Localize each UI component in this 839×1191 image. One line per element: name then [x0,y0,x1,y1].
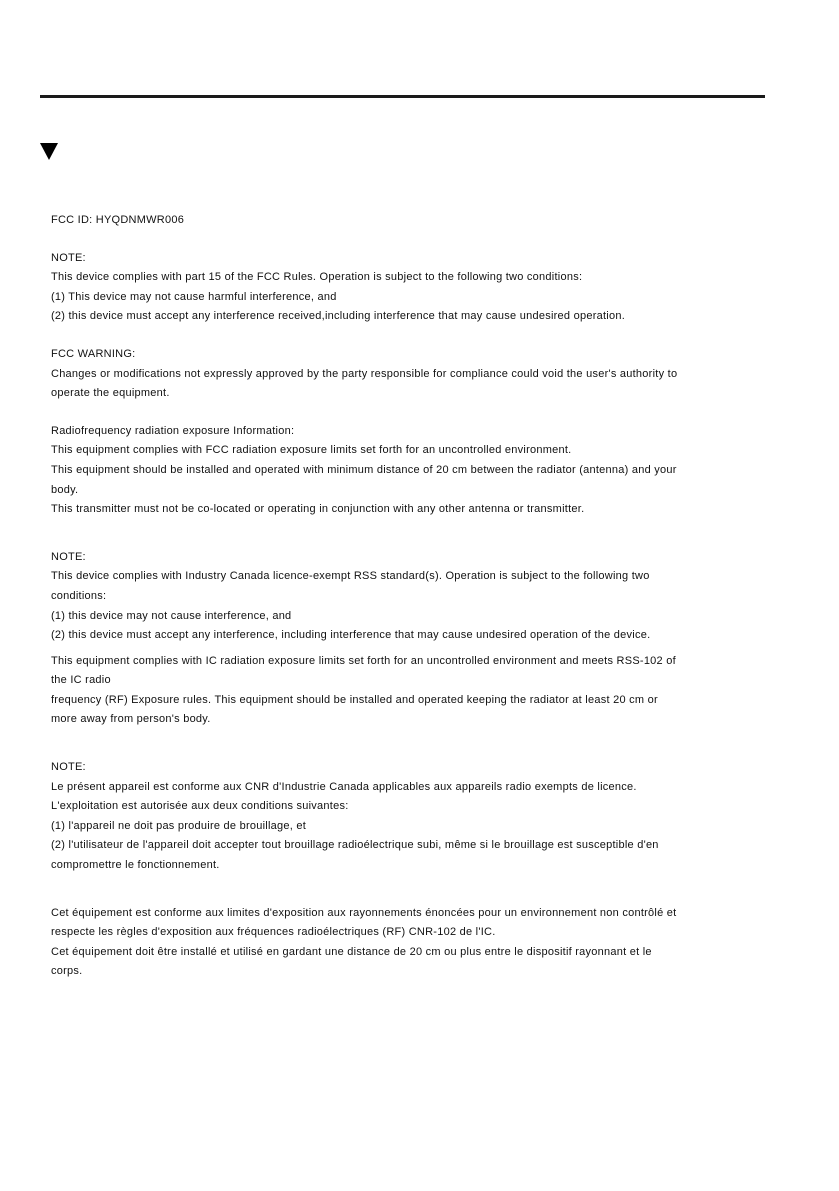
rf-exposure-section [51,422,761,520]
paragraph-line: Le présent appareil est conforme aux CNR d'Industrie Canada applicables aux appareils radio exempts de licence. [51,780,637,793]
paragraph-line: This equipment complies with IC radiation exposure limits set forth for an uncontrolled environment and meets RSS-102 of [51,654,676,667]
header-rule [40,95,765,98]
paragraph-line: the IC radio [51,674,111,687]
paragraph-line: compromettre le fonctionnement. [51,859,220,872]
fcc-warning-section [51,345,761,404]
paragraph-line: respecte les règles d'exposition aux fréquences radioélectriques (RF) CNR-102 de l'IC. [51,926,496,939]
condition-item: (1) this device may not cause interference, and [51,609,292,622]
paragraph-line: Changes or modifications not expressly approved by the party responsible for compliance could void the user's authority to [51,367,678,380]
fcc-note-section [51,249,761,327]
paragraph-line: frequency (RF) Exposure rules. This equipment should be installed and operated keeping the radiator at least 20 cm or [51,693,658,706]
paragraph-line: This equipment complies with FCC radiation exposure limits set forth for an uncontrolled environment. [51,444,572,457]
triangle-down-icon [40,143,58,160]
paragraph-line: This equipment should be installed and operated with minimum distance of 20 cm between the radiator (antenna) and your [51,463,677,476]
paragraph-line: This device complies with part 15 of the FCC Rules. Operation is subject to the following two conditions: [51,271,583,284]
condition-item: (2) this device must accept any interference received,including interference that may cause undesired operation. [51,310,626,323]
fr-note-section [51,758,761,876]
condition-item: (1) This device may not cause harmful interference, and [51,290,337,303]
condition-item: (2) this device must accept any interference, including interference that may cause undesired operation of the device. [51,629,651,642]
ic-note-section [51,548,761,646]
paragraph-line: corps. [51,965,83,978]
paragraph-line: operate the equipment. [51,387,170,400]
fr-exposure-section [51,904,761,982]
paragraph-line: L'exploitation est autorisée aux deux conditions suivantes: [51,800,349,813]
section-heading: NOTE: [51,550,86,563]
paragraph-line: Cet équipement doit être installé et utilisé en gardant une distance de 20 cm ou plus entre le dispositif rayonnant et le [51,945,652,958]
section-heading: NOTE: [51,761,86,774]
fcc-id: FCC ID: HYQDNMWR006 [51,214,185,226]
paragraph-line: This device complies with Industry Canada licence-exempt RSS standard(s). Operation is subject to the following two [51,570,650,583]
condition-item: (1) l'appareil ne doit pas produire de brouillage, et [51,819,307,832]
section-heading: NOTE: [51,251,86,264]
condition-item: (2) l'utilisateur de l'appareil doit accepter tout brouillage radioélectrique subi, même si le brouillage est susceptible d'en [51,839,659,852]
paragraph-line: Cet équipement est conforme aux limites d'exposition aux rayonnements énoncées pour un environnement non contrôlé et [51,906,677,919]
paragraph-line: more away from person's body. [51,713,211,726]
paragraph-line: conditions: [51,589,107,602]
paragraph-line: body. [51,483,79,496]
section-heading: Radiofrequency radiation exposure Information: [51,424,295,437]
paragraph-line: This transmitter must not be co-located or operating in conjunction with any other antenna or transmitter. [51,503,585,516]
compliance-text [51,211,761,982]
ic-exposure-section [51,652,761,730]
section-heading: FCC WARNING: [51,347,136,360]
